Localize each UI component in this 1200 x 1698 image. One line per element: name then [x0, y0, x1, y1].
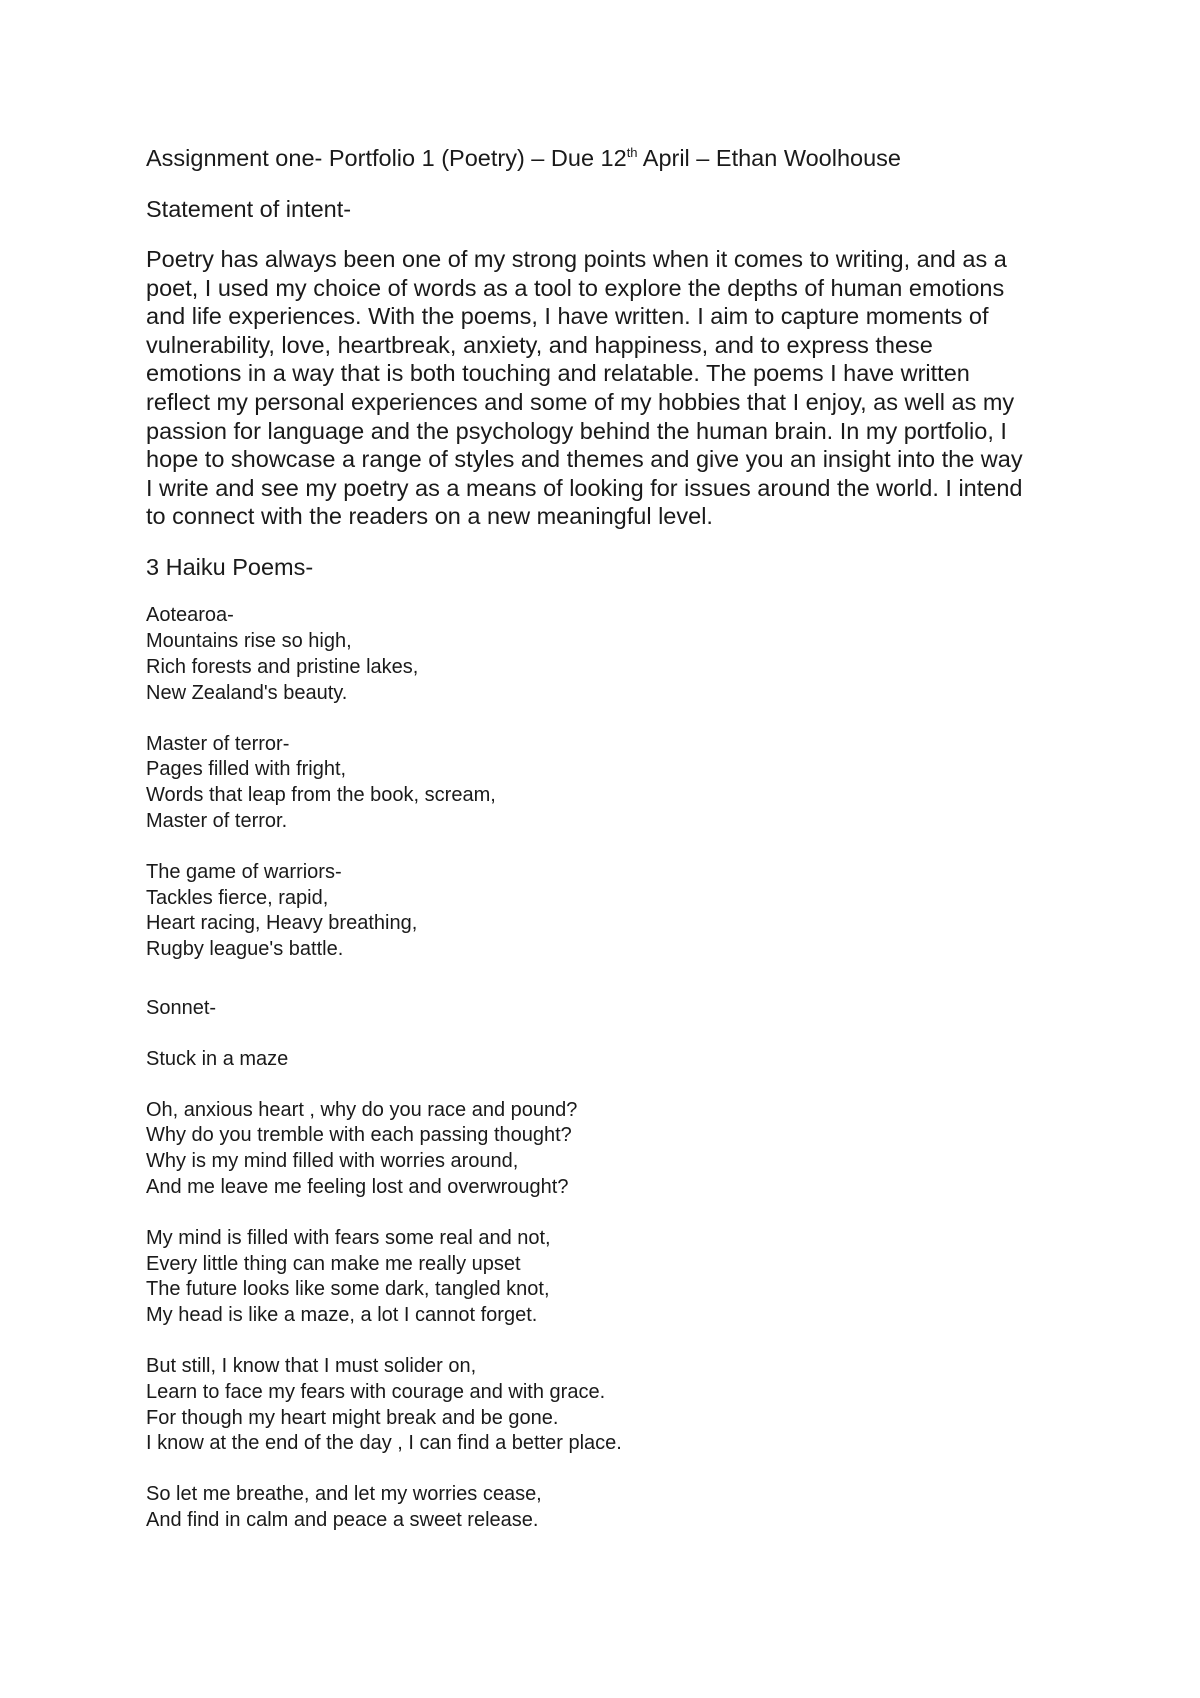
- haiku-line: New Zealand's beauty.: [146, 681, 348, 704]
- sonnet-line: My mind is filled with fears some real and not,: [146, 1226, 551, 1249]
- haiku-poem: [146, 860, 1066, 963]
- sonnet-line: And find in calm and peace a sweet release.: [146, 1508, 539, 1531]
- sonnet-stanza: [146, 1482, 1066, 1534]
- sonnet-line: I know at the end of the day , I can find a better place.: [146, 1432, 622, 1455]
- title-superscript: th: [626, 145, 638, 160]
- title-suffix: April – Ethan Woolhouse: [637, 145, 901, 171]
- haiku-line: Heart racing, Heavy breathing,: [146, 912, 418, 935]
- statement-line: passion for language and the psychology behind the human brain. In my portfolio, I: [146, 417, 1007, 444]
- haiku-line: Tackles fierce, rapid,: [146, 886, 329, 909]
- statement-line: to connect with the readers on a new meaningful level.: [146, 503, 713, 530]
- sonnet-line: My head is like a maze, a lot I cannot forget.: [146, 1304, 538, 1327]
- sonnet-title: Stuck in a maze: [146, 1047, 289, 1070]
- sonnet-line: Every little thing can make me really upset: [146, 1252, 521, 1275]
- sonnet-line: But still, I know that I must solider on,: [146, 1354, 477, 1377]
- sonnet-line: Why do you tremble with each passing thought?: [146, 1124, 572, 1147]
- sonnet-line: The future looks like some dark, tangled knot,: [146, 1278, 550, 1301]
- statement-heading: Statement of intent-: [146, 195, 352, 222]
- statement-line: hope to showcase a range of styles and themes and give you an insight into the way: [146, 446, 1023, 473]
- statement-line: and life experiences. With the poems, I have written. I aim to capture moments of: [146, 303, 989, 330]
- sonnet-line: Why is my mind filled with worries around,: [146, 1150, 519, 1173]
- haiku-line: Pages filled with fright,: [146, 758, 347, 781]
- assignment-title: [146, 144, 1066, 173]
- haiku-line: Rugby league's battle.: [146, 938, 344, 961]
- statement-line: reflect my personal experiences and some of my hobbies that I enjoy, as well as my: [146, 388, 1015, 415]
- statement-line: Poetry has always been one of my strong points when it comes to writing, and as a: [146, 246, 1007, 272]
- statement-line: poet, I used my choice of words as a tool to explore the depths of human emotions: [146, 274, 1005, 301]
- haiku-title: Master of terror-: [146, 732, 290, 755]
- haiku-poem: [146, 732, 1066, 835]
- sonnet-stanza: [146, 1098, 1066, 1201]
- haiku-line: Rich forests and pristine lakes,: [146, 656, 419, 679]
- document-body: [146, 144, 1066, 1559]
- sonnet-line: For though my heart might break and be gone.: [146, 1406, 559, 1429]
- sonnet-stanza: [146, 1354, 1066, 1457]
- sonnet-line: So let me breathe, and let my worries cease,: [146, 1483, 542, 1506]
- haiku-line: Words that leap from the book, scream,: [146, 784, 496, 807]
- statement-line: emotions in a way that is both touching and relatable. The poems I have written: [146, 360, 970, 387]
- sonnet-stanza: [146, 1226, 1066, 1329]
- haiku-poem: [146, 603, 1066, 706]
- title-prefix: Assignment one- Portfolio 1 (Poetry) – Due 12: [146, 145, 627, 171]
- sonnet-heading: Sonnet-: [146, 997, 217, 1019]
- haiku-title: Aotearoa-: [146, 604, 234, 627]
- sonnet-line: And me leave me feeling lost and overwrought?: [146, 1175, 569, 1198]
- statement-line: I write and see my poetry as a means of looking for issues around the world. I intend: [146, 474, 1023, 501]
- haiku-line: Mountains rise so high,: [146, 630, 352, 653]
- haiku-heading: 3 Haiku Poems-: [146, 553, 314, 580]
- statement-paragraph: [146, 245, 1066, 531]
- haiku-title: The game of warriors-: [146, 860, 342, 883]
- haiku-line: Master of terror.: [146, 810, 288, 833]
- sonnet-line: Oh, anxious heart , why do you race and pound?: [146, 1098, 578, 1121]
- sonnet-line: Learn to face my fears with courage and with grace.: [146, 1380, 606, 1403]
- statement-line: vulnerability, love, heartbreak, anxiety, and happiness, and to express these: [146, 331, 933, 358]
